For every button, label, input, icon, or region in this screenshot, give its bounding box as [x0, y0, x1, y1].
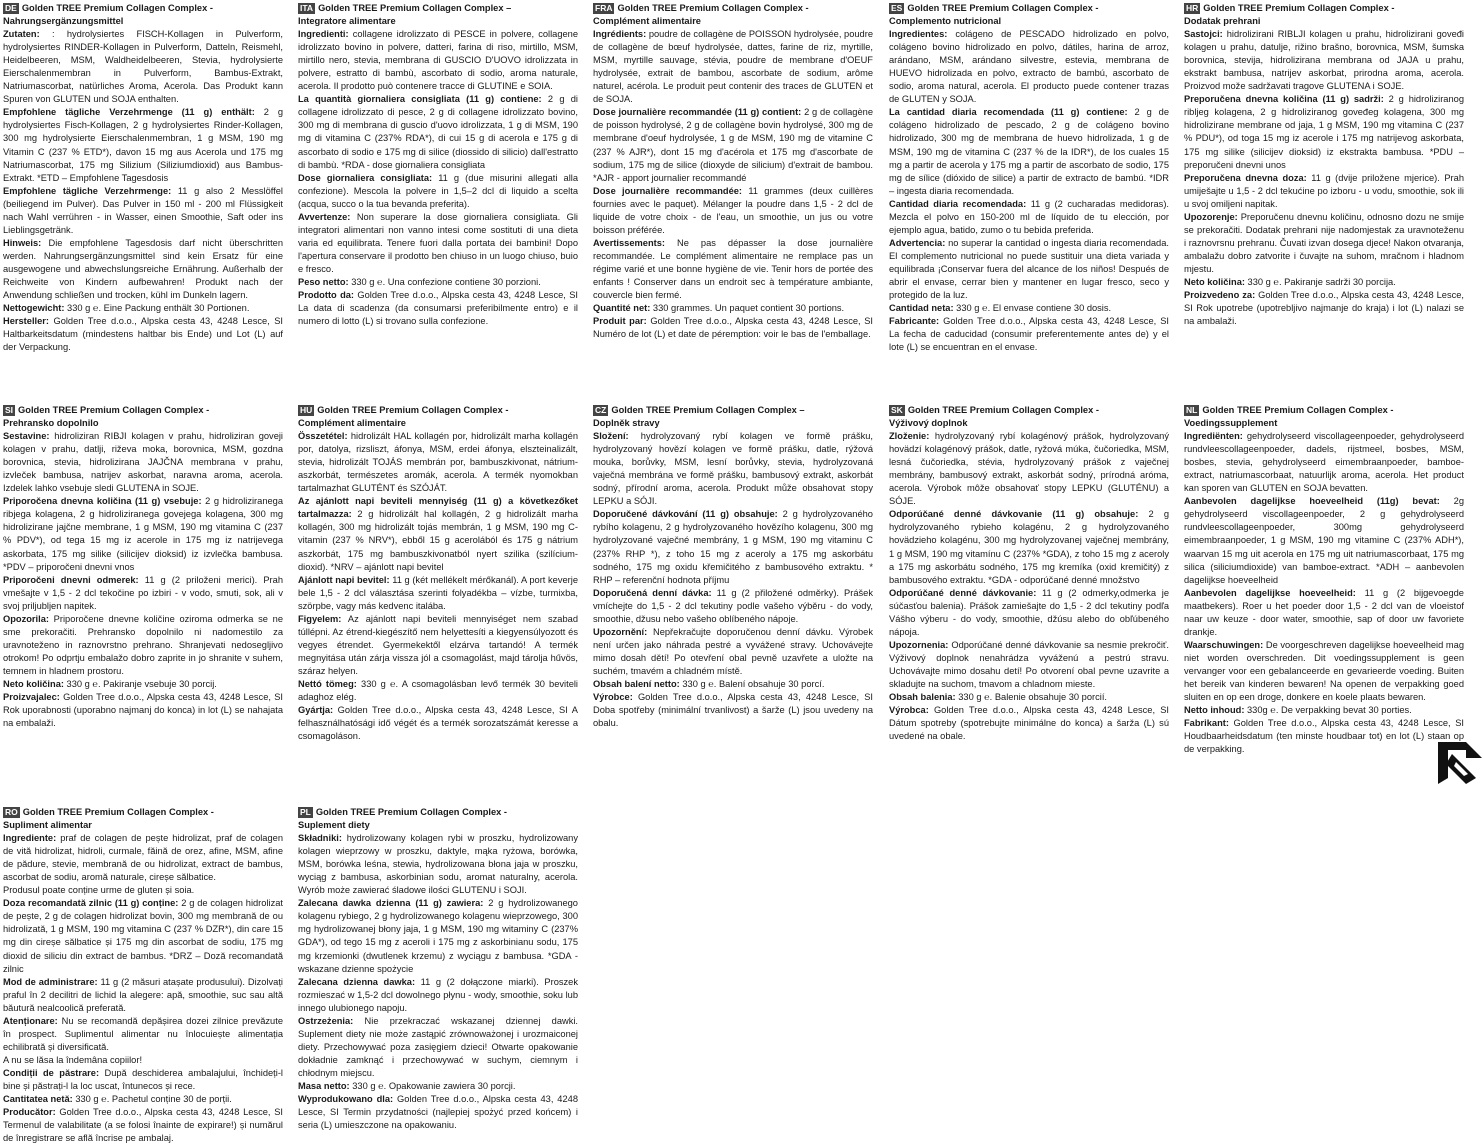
paragraph-label: Ingredienti: [298, 29, 349, 40]
info-paragraph [889, 302, 1169, 315]
product-subtitle: Complément alimentaire [298, 418, 406, 429]
paragraph-text: Golden Tree d.o.o., Alpska cesta 43, 4248 Lesce, SI Termin przydatności (najlepiej spożyć przed końcem) i seria (L) umieszczone na opakowaniu. [298, 1094, 578, 1131]
paragraph-label: Netto inhoud: [1184, 705, 1245, 716]
paragraph-label: Aanbevolen dagelijkse hoeveelheid: [1184, 587, 1356, 598]
paragraph-text: : hydrolysiertes FISCH-Kollagen in Pulverform, hydrolysiertes RINDER-Kollagen in Pulverform, Datteln, Reismehl, Heidelbeeren, MSM, Waldheidelbeeren, Stevia, hydrolysierte Eierschalenmembran in Pulverform, Bambus-Extrakt, Natriumascorbat, natürliches Aroma, Acerola. Das Produkt kann Spuren von GLUTEN und SOJA enthalten. [3, 29, 283, 105]
paragraph-text: 11 g (2 dołączone miarki). Proszek rozmieszać w 1,5-2 dcl dowolnego płynu - wody, smoothie, soku lub innego ulubionego napoju. [298, 976, 578, 1013]
paragraph-label: Gyártja: [298, 705, 334, 716]
paragraph-label: Figyelem: [298, 613, 342, 624]
info-paragraph [593, 28, 873, 106]
info-paragraph [593, 678, 873, 691]
paragraph-label: Upozornění: [593, 626, 648, 637]
language-code-badge: CZ [595, 405, 607, 415]
paragraph-text: 11 grammes (deux cuillères fournies avec le paquet). Mélanger la poudre dans 1,5 - 2 dcl de liquide de votre choix - de l'eau, un smoothie, un jus ou votre boisson préférée. [593, 185, 873, 235]
language-code-badge: SI [5, 405, 14, 415]
paragraph-label: Mod de administrare: [3, 976, 98, 987]
section-sk [889, 404, 1169, 743]
paragraph-text: collagene idrolizzato di PESCE in polvere, collagene idrolizzato bovino in polvere, datteri, farina di riso, mirtillo, MSM, mirtillo nero, stevia, membrana di GUSCIO D'UOVO idrolizzata in polvere, estratto di bambù, ascorbato di sodio, aroma naturale, acerola. Il prodotto può contenere tracce di GLUTINE e SOIA. [298, 29, 578, 92]
info-paragraph [298, 678, 578, 704]
paragraph-text: Odporúčané denné dávkovanie sa nesmie prekročiť. Výživový doplnok nenahrádza vyváženú a pestrú stravu. Uchovávajte mimo dosahu detí! Po otvorení obal pevne uzavrite a skladujte na suchom, tmavom a chladnom mieste. [889, 639, 1169, 689]
paragraph-text: Golden Tree d.o.o., Alpska cesta 43, 4248 Lesce, SI Rok uporabnosti (uporabno najmanj do konca) in lot (L) se nahajata na embalaži. [3, 692, 283, 729]
paragraph-text: colágeno de PESCADO hidrolizado en polvo, colágeno bovino hidrolizado en polvo, dátiles, harina de arroz, arándano, MSM, arándano silvestre, estevia, membrana de HUEVO hidrolizada en polvo, extracto de bambú, ascorbato de sodio, aroma natural, acerola. El producto puede contener trazas de GLUTEN y SOJA. [889, 29, 1169, 105]
info-paragraph [1184, 211, 1464, 276]
paragraph-label: Ingrediente: [3, 833, 57, 844]
language-code-badge: NL [1186, 405, 1198, 415]
paragraph-label: Upozornenia: [889, 639, 949, 650]
info-paragraph [298, 172, 578, 211]
paragraph-label: Neto količina: [3, 678, 64, 689]
paragraph-text: 330 grammes. Un paquet contient 30 portions. [650, 303, 845, 314]
paragraph-label: Avvertenze: [298, 211, 351, 222]
product-title: Golden TREE Premium Collagen Complex - [1202, 405, 1394, 415]
info-paragraph [1184, 587, 1464, 639]
info-paragraph [593, 302, 873, 315]
info-paragraph [593, 315, 873, 341]
product-title: Golden TREE Premium Collagen Complex - [617, 3, 809, 13]
language-code-badge: DE [5, 3, 17, 13]
paragraph-text: 2 g hidroliziranega ribjega kolagena, 2 g hidroliziranega govejega kolagena, 300 mg hidrolizirane jajčne membrane, 1 g MSM, 190 mg vitamina C (237 % PDV*), od tega 15 mg iz acerole in 175 mg iz natrijevega askorbata, 175 mg silike (silicijev dioksid) iz izvlečka bambusa. *PDV – priporočeni dnevni vnos [3, 496, 284, 572]
paragraph-label: Doporučené dávkování (11 g) obsahuje: [593, 509, 778, 520]
paragraph-label: Prodotto da: [298, 290, 355, 301]
product-subtitle: Integratore alimentare [298, 16, 396, 27]
info-paragraph [593, 430, 873, 508]
paragraph-text: hidrolizirani RIBLJI kolagen u prahu, hidrolizirani goveđi kolagen u prahu, datulje, rižino brašno, borovnica, MSM, šumska borovnica, stevija, hidrolizirana membrana od JAJA u prahu, ekstrakt bambusa, natrijev askorbat, prirodna aroma, acerola. Proizvod može sadržavati tragove GLUTENA i SOJE. [1184, 29, 1464, 92]
info-paragraph [298, 28, 578, 93]
info-paragraph [3, 691, 283, 730]
info-paragraph [593, 106, 873, 184]
paragraph-label: Priporočena dnevna količina (11 g) vsebuje: [3, 496, 202, 507]
paragraph-label: Aanbevolen dagelijkse hoeveelheid (11g) bevat: [1184, 496, 1440, 507]
info-paragraph [593, 237, 873, 302]
language-code-badge: RO [5, 807, 18, 817]
section-title [1184, 404, 1464, 417]
paragraph-label: Peso netto: [298, 276, 349, 287]
paragraph-label: Ingredientes: [889, 29, 948, 40]
section-de [3, 2, 283, 354]
paragraph-text: 330 g ℮. Pakiranje vsebuje 30 porcij. [63, 678, 217, 689]
paragraph-text: Golden Tree d.o.o., Alpska cesta 43, 4248 Lesce, SI Termenul de valabilitate (a se folosi înainte de expirare!) și numărul de înregistrare se află încrise pe ambalaj. [3, 1107, 283, 1144]
paragraph-text: 2 g hidrolizált hal kollagén, 2 g hidrolizált marha kollagén, 300 mg hidrolizált tojás membrán, 1 g MSM, 190 mg C-vitamin (237 % NRV*), ebből 15 g acerolából és 175 g nátrium aszkorbát, 175 mg bambuszkivonatból nyert szilika (szilícium-dioxid). *NRV – ajánlott napi bevitel [298, 509, 578, 572]
paragraph-text: 11 g (2 măsuri atașate produsului). Dizolvați praful în 2 decilitri de lichid la alegere: apă, smoothie, suc sau altă băutură nealcoolică preferată. [3, 976, 283, 1013]
paragraph-text: 2 g hydrolyzovaného rybieho kolagénu, 2 g hydrolyzovaného hovädzieho kolagénu, 300 mg hydrolyzovanej vaječnej membrány, 1 g MSM, 190 mg vitamínu C (237% *GDA), z toho 15 mg z aceroly a 175 mg askorbátu sodného, 175 mg kremíka (oxid kremičitý) z bambusového extraktu. *GDA - odporúčané denné množstvo [889, 509, 1170, 585]
info-paragraph [1184, 430, 1464, 495]
section-title [593, 404, 873, 417]
info-paragraph [889, 28, 1169, 106]
product-subtitle: Supliment alimentar [3, 820, 92, 831]
paragraph-label: Neto količina: [1184, 276, 1245, 287]
paragraph-label: Dose journalière recommandée (11 g) contient: [593, 107, 802, 118]
info-paragraph [298, 276, 578, 289]
paragraph-text: Preporučenu dnevnu količinu, odnosno dozu ne smije se prekoračiti. Dodatak prehrani nije nadomjestak za uravnoteženu i raznovrsnu prehranu. Čuvati izvan dosega djece! Nakon otvaranja, ambalažu dobro zatvorite i čuvajte na suhom, mračnom i hladnom mjestu. [1184, 211, 1464, 274]
paragraph-label: Empfohlene tägliche Verzehrmenge (11 g) enthält: [3, 107, 255, 118]
language-code-badge: SK [891, 405, 903, 415]
info-paragraph [3, 678, 283, 691]
paragraph-label: Preporučena dnevna doza: [1184, 172, 1307, 183]
paragraph-text: 11 g (2 přiložené odměrky). Prášek vmíchejte do 1,5 - 2 dcl tekutiny podle vašeho výběru - do vody, smoothie, džusu nebo vašeho oblíbeného nápoje. [593, 587, 873, 624]
info-paragraph [3, 832, 283, 884]
paragraph-text: 330 g ℮. Una confezione contiene 30 porzioni. [348, 276, 541, 287]
info-paragraph [3, 185, 283, 237]
paragraph-text: 330 g ℮. Eine Packung enthält 30 Portionen. [64, 303, 250, 314]
paragraph-label: Odporúčané denné dávkovanie: [889, 587, 1037, 598]
paragraph-label: Proizvajalec: [3, 692, 60, 703]
paragraph-label: Az ajánlott napi beviteli mennyiség (11 g) a következőket tartalmazza: [298, 496, 578, 520]
info-paragraph [889, 315, 1169, 354]
section-ita [298, 2, 578, 328]
info-paragraph [1184, 495, 1464, 586]
section-title [298, 806, 578, 819]
info-paragraph [298, 1093, 578, 1132]
paragraph-label: Avertissements: [593, 237, 665, 248]
info-paragraph [593, 691, 873, 730]
paragraph-text: 2 g de collagène de poisson hydrolysé, 2 g de collagène bovin hydrolysé, 300 mg de membrane d'oeuf hydrolysée, 1 g de MSM, 190 mg de vitamine C (237 % AJR*), dont 15 mg d'acérola et 175 mg d'ascorbate de sodium, 175 mg de silice (dioxyde de silicium) d'extrait de bambou. *AJR - apport journalier recommandé [593, 107, 873, 183]
info-paragraph [298, 1015, 578, 1080]
paragraph-label: Obsah balení netto: [593, 678, 680, 689]
product-title: Golden TREE Premium Collagen Complex - [21, 3, 213, 13]
paragraph-label: Advertencia: [889, 237, 946, 248]
paragraph-text: 330 g ℮. Pakiranje sadrži 30 porcija. [1244, 276, 1396, 287]
info-paragraph [298, 897, 578, 975]
paragraph-text: 11 g (2 priloženi merici). Prah vmešajte v 1,5 - 2 dcl tekočine po izbiri - v vodo, smuti, sok, ali v svoj priljubljen napitek. [3, 574, 283, 611]
paragraph-text: 11 g (2 odmerky,odmerka je súčasťou balenia). Prášok zamiešajte do 1,5 - 2 dcl tekutiny podľa Vášho výberu - do vody, smoothie, džúsu alebo do obľúbeného nápoja. [889, 587, 1169, 637]
product-title: Golden TREE Premium Collagen Complex - [18, 405, 210, 415]
section-cz [593, 404, 873, 730]
paragraph-label: Preporučena dnevna količina (11 g) sadrži: [1184, 94, 1384, 105]
product-title: Golden TREE Premium Collagen Complex – [611, 405, 805, 415]
paragraph-label: Wyprodukowano dla: [298, 1094, 394, 1105]
info-paragraph [889, 198, 1169, 237]
paragraph-text: Ne pas dépasser la dose journalière recommandée. Le complément alimentaire ne remplace pas un régime varié et une bonne hygiène de vie. Tenir hors de portée des enfants ! Conserver dans un endroit sec à température ambiante, couvercle bien fermé. [593, 237, 873, 301]
section-title [1184, 2, 1464, 15]
info-paragraph [298, 704, 578, 743]
paragraph-text: 330 g ℮. Balenie obsahuje 30 porcií. [955, 692, 1107, 703]
paragraph-label: Ingrediënten: [1184, 431, 1243, 442]
info-paragraph [3, 302, 283, 315]
language-code-badge: ES [891, 3, 903, 13]
product-title: Golden TREE Premium Collagen Complex - [907, 3, 1099, 13]
paragraph-text: 330g ℮. De verpakking bevat 30 porties. [1244, 705, 1412, 716]
language-code-badge: PL [300, 807, 311, 817]
paragraph-label: Waarschuwingen: [1184, 639, 1264, 650]
paragraph-text: Priporočene dnevne količine oziroma odmerka se ne sme prekoračiti. Prehransko dopolnilo ni nadomestilo za uravnoteženo in raznovrstno prehrano. Shranjevati nedosegljivo otrokom! Po odprtju embalažo dobro zaprite in jo shranite v suhem, temnem in hladnem prostoru. [3, 613, 283, 676]
paragraph-label: Doza recomandată zilnic (11 g) conține: [3, 898, 179, 909]
paragraph-text: Nepřekračujte doporučenou denní dávku. Výrobek není určen jako náhrada pestré a vyvážené stravy. Uchovávejte mimo dosah dětí! Po otevření obal pevně uzavřete a uložte na suchém, tmavém a chladném místě. [593, 626, 873, 676]
brand-logo-icon [1436, 740, 1483, 786]
paragraph-label: Dose journalière recommandée: [593, 185, 743, 196]
paragraph-label: Zloženie: [889, 431, 930, 442]
section-title [3, 2, 283, 15]
paragraph-text: 11 g also 2 Messlöffel (beiliegend im Pulver). Das Pulver in 150 ml - 200 ml Flüssigkeit nach Wahl verrühren - in Wasser, einen Smoothie, Saft oder ins Lieblingsgetränk. [3, 185, 283, 235]
product-subtitle: Výživový doplnok [889, 418, 968, 429]
paragraph-text: Golden Tree d.o.o., Alpska cesta 43, 4248 Lesce, SI Houdbaarheidsdatum (ten minste houdbaar tot) en lot (L) staan op de verpakking. [1184, 718, 1464, 755]
info-paragraph [889, 691, 1169, 704]
paragraph-text: Golden Tree d.o.o., Alpska cesta 43, 4248 Lesce, SI Dátum spotreby (spotrebujte minimálne do konca) a šarža (L) sú uvedené na obale. [889, 705, 1169, 742]
paragraph-label: Zalecana dawka dzienna (11 g) zawiera: [298, 898, 484, 909]
info-paragraph [889, 508, 1169, 586]
info-paragraph [298, 211, 578, 276]
paragraph-label: Výrobce: [593, 692, 633, 703]
info-paragraph [298, 495, 578, 573]
info-paragraph [298, 574, 578, 613]
paragraph-label: Proizvedeno za: [1184, 290, 1256, 301]
info-paragraph [1184, 28, 1464, 93]
paragraph-text: 2 g di collagene idrolizzato di pesce, 2 g di collagene idrolizzato bovino, 300 mg di membrana di guscio d'uovo idrolizzata, 1 g di MSM, 190 mg di vitamina C (237% RDA*), di cui 15 g di acerola e 175 g di ascorbato di sodio e 175 mg di silice (diossido di silicio) dall'estratto di bambù. *RDA - dose giornaliera consigliata [298, 94, 578, 170]
section-title [593, 2, 873, 15]
paragraph-label: Zalecana dzienna dawka: [298, 976, 416, 987]
info-paragraph [889, 639, 1169, 691]
paragraph-label: Opozorila: [3, 613, 49, 624]
paragraph-label: Quantité net: [593, 303, 651, 314]
info-paragraph [298, 976, 578, 1015]
info-paragraph [3, 897, 283, 975]
section-title [889, 2, 1169, 15]
paragraph-text: gehydrolyseerd viscollageenpoeder, gehydrolyseerd rundvleescollageenpoeder, dadels, rijstmeel, bosbes, MSM, bosbes, stevia, gehydrolyseerd eimembraanpoeder, bamboe-extract, natriumascorbaat, natuurlijk aroma, acerola. Het product kan sporen van GLUTEN en SOJA bevatten. [1184, 431, 1464, 494]
paragraph-label: Odporúčané denné dávkovanie (11 g) obsahuje: [889, 509, 1139, 520]
info-paragraph [593, 185, 873, 237]
info-paragraph [889, 106, 1169, 197]
info-paragraph [1184, 289, 1464, 328]
info-paragraph [3, 884, 283, 897]
section-title [3, 806, 283, 819]
paragraph-text: poudre de collagène de POISSON hydrolysée, poudre de collagène de bœuf hydrolysée, dattes, farine de riz, myrtille, MSM, myrtille sauvage, stévia, poudre de membrane d'OEUF hydrolysée, extrait de bambou, ascorbate de sodium, arôme naturel, acérola. Le produit peut contenir des traces de GLUTEN et de SOJA. [593, 29, 873, 105]
info-paragraph [889, 587, 1169, 639]
language-code-badge: HU [300, 405, 313, 415]
info-paragraph [3, 1067, 283, 1093]
paragraph-label: La quantità giornaliera consigliata (11 g) contiene: [298, 94, 542, 105]
paragraph-label: Výrobca: [889, 705, 929, 716]
paragraph-label: La cantidad diaria recomendada (11 g) contiene: [889, 107, 1128, 118]
product-title: Golden TREE Premium Collagen Complex - [1203, 3, 1395, 13]
paragraph-text: 11 g (due misurini allegati alla confezione). Mescola la polvere in 1,5–2 dcl di liquido a scelta (acqua, succo o la tua bevanda preferita). [298, 172, 579, 209]
paragraph-label: Condiții de păstrare: [3, 1067, 100, 1078]
paragraph-label: Składniki: [298, 833, 342, 844]
info-paragraph [1184, 717, 1464, 756]
section-ro [3, 806, 283, 1145]
paragraph-text: 2 g de colagen hidrolizat de pește, 2 g de colagen hidrolizat bovin, 300 mg membrană de ou hidrolizată, 1 g MSM, 190 mg vitamina C (237 % DZR*), din care 15 mg din cireșe sălbatice și 175 mg din ascorbat de sodiu, 175 mg dioxid de siliciu din extract de bambus. *DRZ – Doză recomandată zilnic [3, 898, 283, 974]
info-paragraph [1184, 639, 1464, 704]
info-paragraph [1184, 93, 1464, 171]
paragraph-text: praf de colagen de pește hidrolizat, praf de colagen de vită hidrolizat, hidroli, curmale, făină de orez, afine, MSM, afine de pădure, stevie, membrană de ou hidrolizat, extract de bambus, ascorbat de sodiu, aromă naturale, cireșe sălbatice. [3, 833, 283, 883]
paragraph-label: Fabrikant: [1184, 718, 1229, 729]
info-paragraph [3, 315, 283, 354]
info-paragraph [1184, 276, 1464, 289]
paragraph-label: Produit par: [593, 316, 647, 327]
paragraph-text: Nu se recomandă depășirea dozei zilnice prevăzute în prospect. Suplimentul alimentar nu înlocuiește alimentația echilibrată și diversificată. [3, 1015, 283, 1052]
paragraph-label: Ajánlott napi bevitel: [298, 574, 390, 585]
paragraph-label: Sastojci: [1184, 29, 1223, 40]
section-es [889, 2, 1169, 354]
paragraph-text: hidroliziran RIBJI kolagen v prahu, hidroliziran goveji kolagen v prahu, datlji, riževa moka, borovnica, MSM, gozdna borovnica, stevia, hidrolizirana JAJČNA membrana v prahu, izvleček bambusa, natrijev askorbat, naravna aroma, acerola. Izdelek lahko vsebuje sledi GLUTENA in SOJE. [3, 431, 283, 494]
info-paragraph [593, 508, 873, 586]
info-paragraph [3, 495, 283, 573]
section-fra [593, 2, 873, 341]
paragraph-text: hydrolizowany kolagen rybi w proszku, hydrolizowany kolagen wieprzowy w proszku, daktyle, mąka ryżowa, borówka, MSM, borówka leśna, stewia, hydrolizowana błona jaja w proszku, wyciąg z bambusa, askorbinian sodu, aromat naturalny, acerola. Wyrób może zawierać śladowe ilości GLUTENU i SOJI. [298, 833, 578, 896]
paragraph-text: 330 g ℮. El envase contiene 30 dosis. [953, 303, 1112, 314]
info-paragraph [3, 976, 283, 1015]
section-title [889, 404, 1169, 417]
paragraph-text: 2 g hydrolizowanego kolagenu rybiego, 2 g hydrolizowanego kolagenu wieprzowego, 300 mg hydrolizowanej błony jaja, 1 g MSM, 190 mg witaminy C (237% GDA*), od tego 15 mg z aceroli i 175 mg z askorbinianu sodu, 175 mg krzemionki (dwutlenek krzemu) z wyciągu z bambusa. *GDA - wskazane dzienne spożycie [298, 898, 578, 974]
info-paragraph [298, 93, 578, 171]
product-subtitle: Prehransko dopolnilo [3, 418, 99, 429]
paragraph-label: Dose giornaliera consigliata: [298, 172, 433, 183]
info-paragraph [3, 574, 283, 613]
paragraph-label: Hinweis: [3, 237, 42, 248]
product-subtitle: Dodatak prehrani [1184, 16, 1261, 27]
paragraph-text: Golden Tree d.o.o., Alpska cesta 43, 4248 Lesce, SI Doba spotřeby (minimální trvanlivost) a šarže (L) jsou uvedeny na obalu. [593, 692, 873, 729]
product-title: Golden TREE Premium Collagen Complex – [318, 3, 512, 13]
paragraph-text: 330 g ℮. Opakowanie zawiera 30 porcji. [349, 1080, 516, 1091]
paragraph-text: Die empfohlene Tagesdosis darf nicht überschritten werden. Nahrungsergänzungsmittel sind kein Ersatz für eine ausgewogene und abwechslungsreiche Ernährung. Außerhalb der Reichweite von Kindern aufbewahren! Produkt nach der Anwendung schließen und trocken, kühl im Dunkeln lagern. [3, 237, 283, 301]
paragraph-text: Golden Tree d.o.o., Alpska cesta 43, 4248 Lesce, SI Rok upotrebe (upotrebljivo najmanje do kraja) i lot (L) nalazi se na ambalaži. [1184, 290, 1464, 327]
paragraph-text: 11 g (2 bijgevoegde maatbekers). Roer u het poeder door 1,5 - 2 dcl van de vloeistof naar uw keuze - door water, smoothie, sap of door uw favoriete drankje. [1184, 587, 1464, 637]
paragraph-label: Ostrzeżenia: [298, 1015, 354, 1026]
paragraph-text: Golden Tree d.o.o., Alpska cesta 43, 4248 Lesce, SI Numéro de lot (L) et date de péremption: voir le bas de l'emballage. [593, 316, 873, 340]
info-paragraph [3, 1054, 283, 1067]
language-code-badge: FRA [595, 3, 613, 13]
paragraph-text: Az ajánlott napi beviteli mennyiséget nem szabad túllépni. Az étrend-kiegészítő nem helyettesíti a kiegyensúlyozott és vegyes étrendet. Gyermekektől elzárva tartandó! A termék megnyitása után zárja vissza jól a csomagolást, majd tárolja hűvös, száraz helyen. [298, 613, 578, 676]
info-paragraph [889, 430, 1169, 508]
paragraph-text: Golden Tree d.o.o., Alpska cesta 43, 4248 Lesce, SI La data di scadenza (da consumarsi preferibilmente entro) e il numero di lotto (L) si trovano sulla confezione. [298, 290, 578, 327]
paragraph-text: Produsul poate conține urme de gluten și soia. [3, 885, 195, 896]
info-paragraph [298, 1080, 578, 1093]
paragraph-label: Sestavine: [3, 431, 50, 442]
product-title: Golden TREE Premium Collagen Complex - [315, 807, 508, 817]
language-code-badge: HR [1186, 3, 1199, 13]
section-nl [1184, 404, 1464, 756]
info-paragraph [593, 587, 873, 626]
info-paragraph [298, 832, 578, 897]
paragraph-text: Golden Tree d.o.o., Alpska cesta 43, 4248 Lesce, SI La fecha de caducidad (consumir preferentemente antes de) y el lote (L) se encuentran en el envase. [889, 316, 1169, 353]
info-paragraph [3, 106, 283, 184]
paragraph-label: Ingrédients: [593, 29, 647, 40]
section-title [298, 2, 578, 15]
info-paragraph [889, 704, 1169, 743]
paragraph-text: 2 g hydrolyzovaného rybího kolagenu, 2 g hydrolyzovaného hovězího kolagenu, 300 mg hydrolyzované vaječné membrány, 1 g MSM, 190 mg vitaminu C (237% RHP *), z toho 15 mg z aceroly a 175 mg askorbátu sodného, 175 mg oxidu křemičitého z bambusového extraktu. * RHP – referenční hodnota příjmu [593, 509, 873, 585]
info-paragraph [298, 613, 578, 678]
product-title: Golden TREE Premium Collagen Complex - [907, 405, 1099, 415]
paragraph-label: Masa netto: [298, 1080, 350, 1091]
paragraph-label: Upozorenje: [1184, 211, 1238, 222]
info-paragraph [593, 626, 873, 678]
paragraph-text: 330 g ℮. Balení obsahuje 30 porcí. [679, 678, 825, 689]
product-subtitle: Suplement diety [298, 820, 370, 831]
paragraph-text: 2 g hidroliziranog ribljeg kolagena, 2 g hidroliziranog goveđeg kolagena, 300 mg hidrolizirane membrane od jaja, 1 g MSM, 190 mg vitamina C (237 % PDU*), od toga 15 mg iz acerole i 175 mg natrijevog askorbata, 175 mg silike (silicijev dioksid) iz ekstrakta bambusa. *PDU – preporučeni dnevni unos [1184, 94, 1464, 170]
info-paragraph [3, 1015, 283, 1054]
paragraph-label: Složení: [593, 431, 629, 442]
paragraph-label: Priporočeni dnevni odmerek: [3, 574, 139, 585]
paragraph-text: hidrolizált HAL kollagén por, hidrolizált marha kollagén por, datolya, rizsliszt, áfonya, MSM, erdei áfonya, elszteinalizált, stevia, hidrolizált TOJÁS membrán por, bambuszkivonat, nátrium-aszkorbát, természetes aromák, acerola. A termék nyomokban tartalmazhat GLUTÉNT és SZÓJÁT. [298, 431, 578, 494]
paragraph-label: Producător: [3, 1107, 56, 1118]
paragraph-label: Empfohlene tägliche Verzehrmenge: [3, 185, 172, 196]
paragraph-text: hydrolyzovaný rybí kolagen ve formě prášku, hydrolyzovaný hovězí kolagen ve formě prášku, datle, rýžová mouka, borůvky, MSM, lesní borůvky, stevia, hydrolyzovaná vaječná membrána ve formě prášku, bambusový extrakt, askorbát sodný, přírodní aroma, acerola. Produkt může obsahovat stopy LEPKU a SÓJI. [593, 431, 873, 507]
product-subtitle: Doplněk stravy [593, 418, 660, 429]
paragraph-text: 11 g (két mellékelt mérőkanál). A port keverje bele 1,5 - 2 dcl választása szerinti folyadékba – vízbe, turmixba, szörpbe, vagy más kedvenc italába. [298, 574, 578, 611]
paragraph-text: 2g gehydrolyseerd viscollageenpoeder, 2 g gehydrolyseerd rundvleescollageenpoeder, 300mg gehydrolyseerd eimembraanpoeder, 1 g MSM, 190 mg vitamine C (237% ADH*), waarvan 15 mg uit acerola en 175 mg uit natriumascorbaat, 175 mg silica (siliciumdioxide) van bamboe-extract. *ADH – aanbevolen dagelijkse hoeveelheid [1184, 496, 1464, 585]
paragraph-label: Obsah balenia: [889, 692, 956, 703]
info-paragraph [1184, 172, 1464, 211]
paragraph-text: Golden Tree d.o.o., Alpska cesta 43, 4248 Lesce, SI Haltbarkeitsdatum (mindestens haltbar bis Ende) und Lot (L) auf der Verpackung. [3, 316, 283, 353]
paragraph-label: Zutaten: [3, 29, 40, 40]
info-paragraph [3, 430, 283, 495]
paragraph-text: no superar la cantidad o ingesta diaria recomendada. El complemento nutricional no puede sustituir una dieta variada y equilibrada ¡Conservar fuera del alcance de los niños! Después de abrir el envase, cerrar bien y mantener en lugar fresco, seco y protegido de la luz. [889, 237, 1169, 301]
paragraph-text: hydrolyzovaný rybí kolagénový prášok, hydrolyzovaný hovädzí kolagénový prášok, datle, ryžová múka, čučoriedka, MSM, lesná čučoriedka, stévia, hydrolyzovaný prášok z vaječnej membrány, bambusový extrakt, askorbát sodný, prírodná aróma, acerola. Výrobok môže obsahovať stopy LEPKU (GLUTÉNU) a SÓJE. [889, 431, 1169, 507]
paragraph-text: 11 g (2 cucharadas medidoras). Mezcla el polvo en 150-200 ml de líquido de tu elección, por ejemplo agua, batido, zumo o tu bebida preferida. [889, 198, 1170, 235]
paragraph-label: Fabricante: [889, 316, 940, 327]
product-subtitle: Complemento nutricional [889, 16, 1002, 27]
paragraph-label: Cantitatea netă: [3, 1094, 73, 1105]
product-subtitle: Nahrungsergänzungsmittel [3, 16, 124, 27]
paragraph-text: Golden Tree d.o.o., Alpska cesta 43, 4248 Lesce, SI A felhasználhatósági idő végét és a termék sorozatszámát keresse a csomagoláson. [298, 705, 578, 742]
paragraph-text: 2 g hydrolysiertes Fisch-Kollagen, 2 g hydrolysiertes Rinder-Kollagen, 300 mg hydrolysierte Eierschalenmembran, 1 g MSM, 190 mg Vitamin C (237 % ETD*), davon 15 mg aus Acerola und 175 mg Natriumascorbat, 175 mg Silizium (Siliziumdioxid) aus Bambus-Extrakt. *ETD – Empfohlene Tagesdosis [3, 107, 283, 183]
product-subtitle: Voedingssupplement [1184, 418, 1278, 429]
info-paragraph [298, 289, 578, 328]
product-title: Golden TREE Premium Collagen Complex - [22, 807, 214, 817]
product-subtitle: Complément alimentaire [593, 16, 701, 27]
paragraph-label: Cantidad diaria recomendada: [889, 198, 1027, 209]
product-title: Golden TREE Premium Collagen Complex - [317, 405, 509, 415]
paragraph-text: 11 g (dvije priložene mjerice). Prah umiješajte u 1,5 - 2 dcl tekućine po izboru - u vodu, smoothie, sok ili u svoj omiljeni napitak. [1184, 172, 1464, 209]
paragraph-label: Hersteller: [3, 316, 49, 327]
info-paragraph [1184, 704, 1464, 717]
info-paragraph [3, 1106, 283, 1145]
paragraph-text: După deschiderea ambalajului, închideți-l bine și păstrați-l la loc uscat, întunecos și rece. [3, 1067, 283, 1091]
section-title [298, 404, 578, 417]
paragraph-text: 330 g ℮. Pachetul conține 30 de porții. [72, 1094, 232, 1105]
paragraph-text: 2 g de colágeno hidrolizado de pescado, 2 g de colágeno bovino hidrolizado, 300 mg de membrana de huevo hidrolizada, 1 g de MSM, 190 mg de vitamina C (237 % de la IDR*), de los cuales 15 mg a partir de acerola y 175 mg a partir de ascorbato de sodio, 175 mg de sílice (dióxido de silice) a partir de extracto de bambú. *IDR – ingesta diaria recomendada. [889, 107, 1169, 196]
paragraph-text: 330 g ℮. A csomagolásban levő termék 30 beviteli adaghoz elég. [298, 678, 579, 703]
paragraph-text: Non superare la dose giornaliera consigliata. Gli integratori alimentari non vanno intesi come sostituti di una dieta varia ed equilibrata. Tenere fuori dalla portata dei bambini! Dopo l'apertura conservare il prodotto ben chiuso in un luogo chiuso, buio e fresco. [298, 211, 578, 274]
info-paragraph [3, 28, 283, 106]
paragraph-label: Nettó tömeg: [298, 678, 357, 689]
language-code-badge: ITA [300, 3, 314, 13]
paragraph-label: Cantidad neta: [889, 303, 954, 314]
info-paragraph [3, 1093, 283, 1106]
info-paragraph [889, 237, 1169, 302]
section-si [3, 404, 283, 730]
info-paragraph [3, 237, 283, 302]
section-pl [298, 806, 578, 1132]
paragraph-text: De voorgeschreven dagelijkse hoeveelheid mag niet worden overschreden. Dit voedingssupplement is geen vervanger voor een gebalanceerde en gevarieerde voeding. Buiten het bereik van kinderen bewaren! Na openen de verpakking goed sluiten en op een droge, donkere en koele plaats bewaren. [1184, 639, 1464, 703]
paragraph-label: Összetétel: [298, 431, 348, 442]
info-paragraph [298, 430, 578, 495]
paragraph-text: A nu se lăsa la îndemâna copiilor! [3, 1054, 143, 1065]
paragraph-text: Nie przekraczać wskazanej dziennej dawki. Suplement diety nie może zastąpić zrównoważonej i urozmaiconej diety. Przechowywać poza zasięgiem dzieci! Otwarte opakowanie dokładnie zamknąć i przechowywać w suchym, ciemnym i chłodnym miejscu. [298, 1015, 578, 1078]
paragraph-label: Atenționare: [3, 1015, 58, 1026]
section-hr [1184, 2, 1464, 328]
paragraph-label: Nettogewicht: [3, 303, 65, 314]
info-paragraph [3, 613, 283, 678]
paragraph-label: Doporučená denní dávka: [593, 587, 712, 598]
section-hu [298, 404, 578, 743]
section-title [3, 404, 283, 417]
